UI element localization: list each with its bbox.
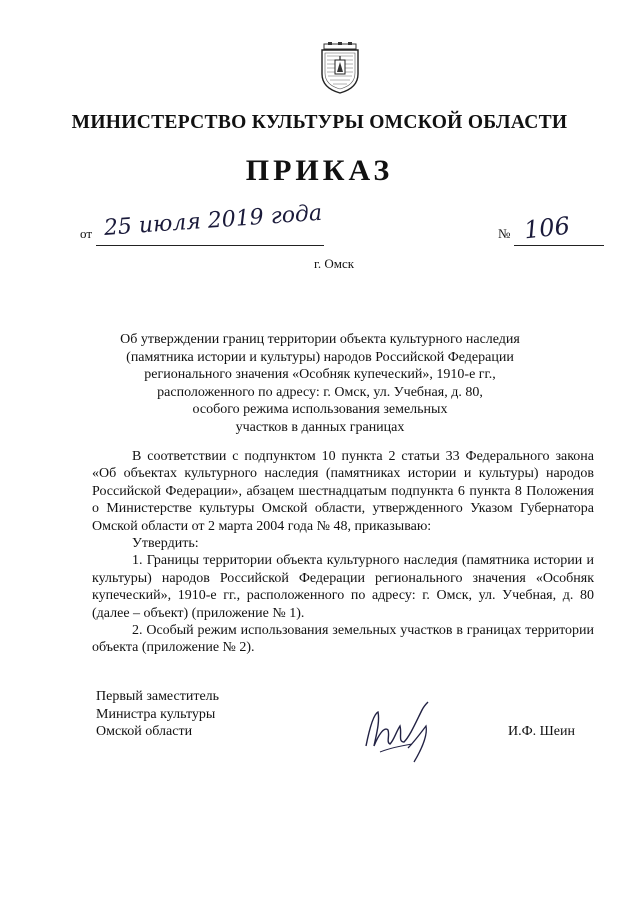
- position-line: Омской области: [96, 724, 193, 739]
- item-2-paragraph: 2. Особый режим использования земельных участков в границах территории объекта (приложение № 2).: [92, 623, 594, 656]
- signatory-name: И.Ф. Шеин: [508, 724, 575, 739]
- order-body: [92, 448, 594, 657]
- date-number-row: [0, 200, 639, 248]
- subject-line: регионального значения «Особняк купеческий», 1910-е гг.,: [144, 367, 496, 383]
- signatory-position: [96, 688, 219, 741]
- handwritten-date: 25 июля 2019 года: [103, 200, 323, 241]
- date-prefix: от: [80, 226, 93, 241]
- item-1-paragraph: 1. Границы территории объекта культурного наследия (памятника истории и культуры) народов Российской Федерации регионального значения «Особняк купеческий», 1910-е гг., расположенного по адресу: г. Омск, ул. Учебная, д. 80 (далее – объект) (приложение № 1).: [92, 553, 594, 621]
- subject-line: особого режима использования земельных: [192, 402, 448, 418]
- handwritten-number: 106: [522, 211, 572, 245]
- subject-line: (памятника истории и культуры) народов Российской Федерации: [126, 349, 514, 365]
- position-line: Первый заместитель: [96, 689, 220, 704]
- handwritten-signature: [360, 696, 450, 768]
- subject-line: расположенного по адресу: г. Омск, ул. Учебная, д. 80,: [157, 384, 483, 400]
- subject-line: Об утверждении границ территории объекта культурного наследия: [120, 332, 520, 347]
- city-label: г. Омск: [314, 256, 355, 271]
- preamble-paragraph: В соответствии с подпунктом 10 пункта 2 статьи 33 Федерального закона «Об объектах культурного наследия (памятниках истории и культуры) народов Российской Федерации», абзацем шестнадцатым подпункта 6 пункта 8 Положения о Министерстве культуры Омской области, утвержденного Указом Губернатора Омской области от 2 марта 2004 года № 48, приказываю:: [92, 449, 594, 534]
- document-type-title: ПРИКАЗ: [245, 154, 394, 187]
- date-underline: [96, 245, 324, 246]
- position-line: Министра культуры: [96, 706, 216, 722]
- subject-line: участков в данных границах: [235, 419, 405, 435]
- order-subject: [100, 331, 540, 437]
- approve-heading: Утвердить:: [132, 536, 199, 552]
- ministry-name: МИНИСТЕРСТВО КУЛЬТУРЫ ОМСКОЙ ОБЛАСТИ: [71, 112, 568, 133]
- number-underline: [514, 245, 604, 246]
- number-prefix: №: [498, 226, 511, 241]
- omsk-coat-of-arms-icon: [318, 42, 362, 94]
